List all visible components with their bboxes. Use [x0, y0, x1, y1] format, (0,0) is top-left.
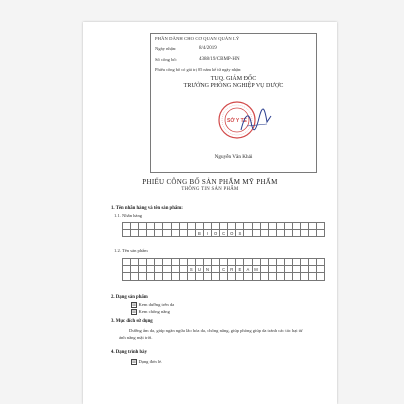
grid-cell — [292, 230, 300, 237]
sign-line-2: TRƯỞNG PHÒNG NGHIỆP VỤ DƯỢC — [183, 83, 284, 89]
grid-cell — [309, 230, 317, 237]
grid-cell — [301, 230, 309, 237]
grid-cell — [284, 273, 292, 280]
grid-cell — [179, 266, 187, 273]
grid-cell — [187, 259, 195, 266]
grid-cell — [236, 223, 244, 230]
number-label: Số công bố: — [155, 57, 177, 62]
grid-cell — [163, 230, 171, 237]
grid-cell — [123, 266, 131, 273]
grid-cell — [155, 259, 163, 266]
grid-cell — [268, 273, 276, 280]
grid-cell: S — [187, 266, 195, 273]
grid-cell — [284, 259, 292, 266]
presentation-option-label: Dạng đơn lẻ. — [138, 359, 163, 365]
grid-cell — [228, 259, 236, 266]
grid-cell — [131, 259, 139, 266]
product-grid-row — [123, 259, 325, 266]
grid-cell — [155, 273, 163, 280]
grid-cell — [123, 273, 131, 280]
grid-cell — [187, 273, 195, 280]
grid-cell — [171, 266, 179, 273]
grid-cell — [301, 273, 309, 280]
signature-mark — [237, 108, 277, 138]
grid-cell — [220, 223, 228, 230]
grid-cell — [284, 223, 292, 230]
grid-cell — [139, 223, 147, 230]
grid-cell — [195, 273, 203, 280]
grid-cell — [123, 230, 131, 237]
grid-cell — [301, 259, 309, 266]
validity-note: Phiếu công bố có giá trị 05 năm kể từ ngày nhận: — [155, 67, 242, 72]
grid-cell — [131, 273, 139, 280]
grid-cell — [163, 273, 171, 280]
section-3-heading: 3. Mục đích sử dụng — [111, 319, 153, 324]
grid-cell — [244, 259, 252, 266]
grid-cell — [244, 223, 252, 230]
grid-cell — [236, 273, 244, 280]
presentation-option-1 — [131, 359, 162, 365]
section-1-2-label: 1.2. Tên sản phẩm — [114, 248, 148, 253]
grid-cell — [236, 259, 244, 266]
grid-cell — [292, 259, 300, 266]
grid-cell — [123, 223, 131, 230]
grid-cell — [139, 230, 147, 237]
grid-cell — [276, 259, 284, 266]
grid-cell — [260, 266, 268, 273]
brand-name-grid — [122, 222, 325, 237]
grid-cell — [147, 259, 155, 266]
grid-cell — [260, 223, 268, 230]
grid-cell — [228, 223, 236, 230]
grid-cell — [171, 273, 179, 280]
grid-cell — [260, 273, 268, 280]
grid-cell: S — [236, 230, 244, 237]
grid-cell — [309, 273, 317, 280]
grid-cell — [260, 230, 268, 237]
agency-box — [150, 33, 317, 173]
grid-cell — [260, 259, 268, 266]
form-option-2 — [131, 309, 170, 315]
grid-cell — [123, 259, 131, 266]
grid-cell — [276, 266, 284, 273]
grid-cell — [244, 230, 252, 237]
grid-cell — [187, 223, 195, 230]
grid-cell — [155, 230, 163, 237]
grid-cell — [139, 266, 147, 273]
purpose-paragraph: Dưỡng ẩm da, giúp ngăn ngừa lão hóa da, chống nắng, giúp phòng giúp da tránh các tác hại từ ánh nắng mặt trời. — [119, 328, 303, 340]
grid-cell — [220, 259, 228, 266]
product-grid-row — [123, 273, 325, 280]
grid-cell — [195, 259, 203, 266]
grid-cell — [179, 273, 187, 280]
grid-cell: C — [220, 230, 228, 237]
grid-cell — [139, 273, 147, 280]
grid-cell — [317, 259, 325, 266]
grid-cell — [301, 266, 309, 273]
grid-cell — [195, 223, 203, 230]
grid-cell — [212, 266, 220, 273]
product-name-grid — [122, 258, 325, 281]
form-option-label: Kem chống nắng — [138, 309, 170, 315]
grid-cell: A — [244, 266, 252, 273]
grid-cell — [163, 259, 171, 266]
grid-cell — [131, 266, 139, 273]
document-sheet — [83, 22, 337, 404]
section-2-heading: 2. Dạng sản phẩm — [111, 295, 148, 300]
grid-cell — [163, 223, 171, 230]
document-subtitle: THÔNG TIN SẢN PHẨM — [181, 187, 239, 192]
section-1-1-label: 1.1. Nhãn hàng — [114, 213, 143, 218]
grid-cell — [212, 273, 220, 280]
grid-cell — [309, 223, 317, 230]
grid-cell — [147, 223, 155, 230]
grid-cell: M — [252, 266, 260, 273]
grid-cell: R — [228, 266, 236, 273]
grid-cell — [317, 273, 325, 280]
grid-cell — [203, 259, 211, 266]
grid-cell — [252, 273, 260, 280]
grid-cell — [203, 223, 211, 230]
grid-cell: E — [236, 266, 244, 273]
grid-cell — [244, 273, 252, 280]
sign-line-1: TUQ. GIÁM ĐỐC — [210, 76, 257, 82]
grid-cell: I — [203, 230, 211, 237]
product-grid-row — [123, 266, 325, 273]
signer-name: Nguyễn Văn Khải — [214, 154, 253, 160]
grid-cell — [139, 259, 147, 266]
number-value: 4388/19/CBMP-HN — [199, 57, 240, 62]
form-option-label: Kem dưỡng trên da — [138, 302, 175, 308]
section-1-heading: 1. Tên nhãn hàng và tên sản phẩm: — [111, 206, 183, 211]
grid-cell — [163, 266, 171, 273]
brand-grid-row — [123, 223, 325, 230]
grid-cell — [220, 273, 228, 280]
section-4-heading: 4. Dạng trình bày — [111, 350, 147, 355]
stamp-text: SỞ Y TẾ — [227, 118, 247, 124]
grid-cell — [203, 273, 211, 280]
checkbox-checked-icon: ☒ — [132, 359, 136, 364]
grid-cell — [179, 230, 187, 237]
grid-cell: C — [220, 266, 228, 273]
grid-cell — [212, 223, 220, 230]
grid-cell — [268, 230, 276, 237]
grid-cell: O — [212, 230, 220, 237]
grid-cell — [171, 230, 179, 237]
grid-cell — [292, 223, 300, 230]
grid-cell — [131, 223, 139, 230]
grid-cell — [228, 273, 236, 280]
grid-cell — [212, 259, 220, 266]
grid-cell — [171, 223, 179, 230]
checkbox-checked-icon: ☒ — [132, 302, 136, 307]
grid-cell — [252, 230, 260, 237]
grid-cell — [317, 223, 325, 230]
grid-cell — [292, 266, 300, 273]
grid-cell — [179, 223, 187, 230]
grid-cell — [309, 259, 317, 266]
grid-cell — [317, 266, 325, 273]
grid-cell — [155, 266, 163, 273]
grid-cell — [292, 273, 300, 280]
brand-grid-row — [123, 230, 325, 237]
grid-cell — [276, 223, 284, 230]
grid-cell — [252, 223, 260, 230]
grid-cell — [268, 259, 276, 266]
agency-header: PHẦN DÀNH CHO CƠ QUAN QUẢN LÝ — [155, 36, 240, 41]
document-title: PHIẾU CÔNG BỐ SẢN PHẨM MỸ PHẨM — [142, 178, 278, 186]
grid-cell: N — [203, 266, 211, 273]
grid-cell — [276, 230, 284, 237]
grid-cell — [187, 230, 195, 237]
grid-cell: B — [195, 230, 203, 237]
grid-cell — [309, 266, 317, 273]
grid-cell — [179, 259, 187, 266]
grid-cell — [301, 223, 309, 230]
form-option-1 — [131, 302, 174, 308]
grid-cell — [268, 223, 276, 230]
grid-cell: U — [195, 266, 203, 273]
grid-cell — [268, 266, 276, 273]
date-label: Ngày nhận: — [155, 46, 177, 51]
grid-cell — [155, 223, 163, 230]
grid-cell — [284, 230, 292, 237]
date-value: 8/4/2019 — [199, 46, 217, 51]
grid-cell — [147, 230, 155, 237]
grid-cell — [131, 230, 139, 237]
grid-cell — [276, 273, 284, 280]
grid-cell — [317, 230, 325, 237]
grid-cell — [147, 266, 155, 273]
grid-cell: O — [228, 230, 236, 237]
grid-cell — [147, 273, 155, 280]
grid-cell — [284, 266, 292, 273]
grid-cell — [171, 259, 179, 266]
grid-cell — [252, 259, 260, 266]
checkbox-checked-icon: ☒ — [132, 309, 136, 314]
